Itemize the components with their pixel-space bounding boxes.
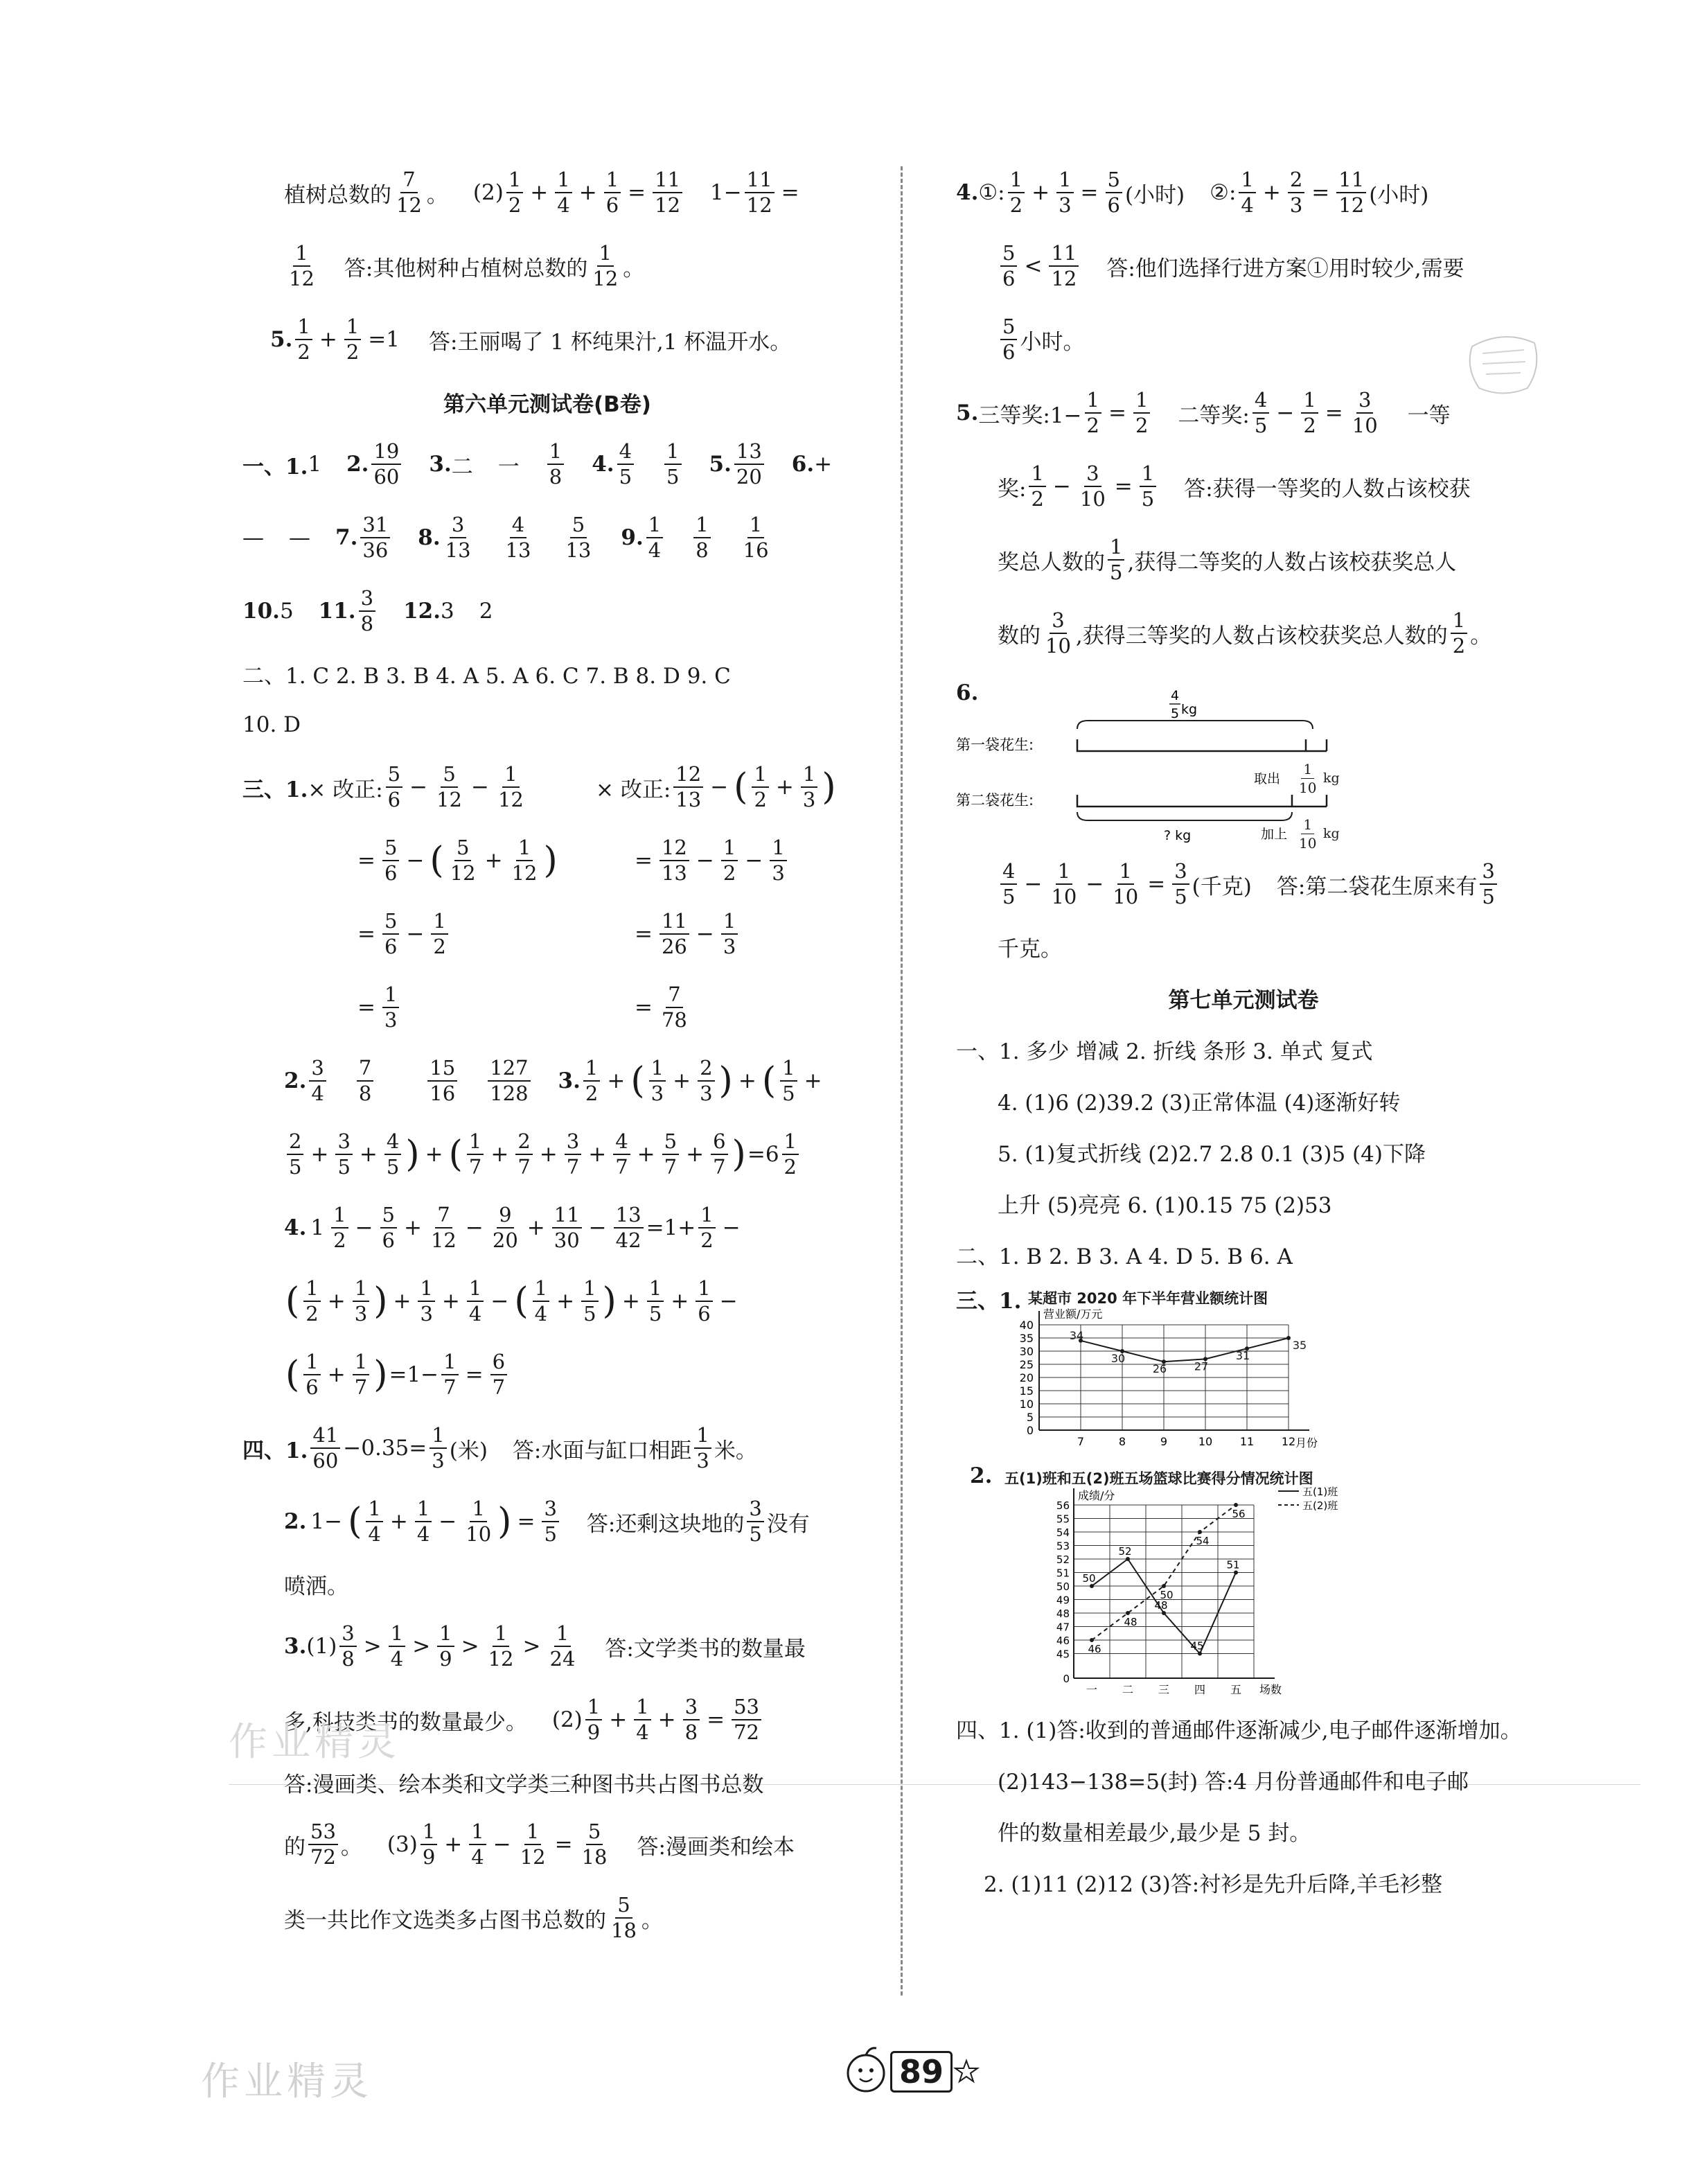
- data-label: 51: [1226, 1558, 1240, 1571]
- text: 奖:: [998, 476, 1027, 502]
- data-label: 54: [1196, 1535, 1210, 1547]
- b-part3-q4-line2: ( $\frac{1}{2}$ + $\frac{1}{3}$ ) + $\frac{1}{3}$ + $\frac{1}{4}$ − ( $\frac{1}{4}$ + $\frac{1}{5}$ ) + $\frac{1}{5}$ + $\frac{1}{6}$ −: [285, 1276, 738, 1326]
- r-q6-line2: 千克。: [998, 936, 1062, 962]
- answer-text: 答:获得一等奖的人数占该校获: [1184, 476, 1471, 502]
- fraction: $\frac{7}{12}$: [396, 168, 422, 217]
- x-tick-label: 8: [1118, 1435, 1126, 1448]
- question-number: 12.: [403, 599, 441, 624]
- r-q5-line1: 5. 三等奖:1− $\frac{1}{2}$ = $\frac{1}{2}$ 二等奖: $\frac{4}{5}$ − $\frac{1}{2}$ = $\frac{3}{10}$ 一等: [956, 388, 1451, 437]
- b-part1-line3: 10. 5 11. $\frac{3}{8}$ 12. 3 2: [242, 586, 493, 635]
- b-part3-q2: 2. $\frac{3}{4}$ $\frac{7}{8}$ $\frac{15}{16}$ $\frac{127}{128}$ 3. $\frac{1}{2}$ + ( $\frac{1}{3}$ + $\frac{2}{3}$ ) + ( $\frac{1}{5}$ +: [284, 1056, 822, 1105]
- seven-part1-line2: 4. (1)6 (2)39.2 (3)正常体温 (4)逐渐好转: [998, 1090, 1401, 1116]
- segment-diagram: [956, 673, 1399, 847]
- label-kg: kg: [1181, 702, 1198, 717]
- text: × 改正:: [596, 777, 671, 802]
- y-tick-label: 45: [1056, 1648, 1070, 1661]
- data-point: [1234, 1503, 1238, 1507]
- text: × 改正:: [308, 777, 383, 802]
- data-label: 56: [1232, 1508, 1246, 1520]
- left-line-2: $\frac{1}{12}$ 答:其他树种占植树总数的 $\frac{1}{12}$ 。: [289, 241, 645, 290]
- question-number: 10.: [242, 599, 280, 624]
- text: (千克): [1192, 874, 1252, 899]
- x-tick-label: 四: [1194, 1683, 1206, 1696]
- data-point: [1090, 1638, 1094, 1642]
- data-label: 31: [1235, 1349, 1250, 1363]
- x-tick-label: 三: [1158, 1683, 1170, 1696]
- question-number: 9.: [621, 525, 644, 550]
- y-tick-label: 55: [1056, 1513, 1070, 1526]
- data-label: 27: [1194, 1359, 1209, 1373]
- svg-text:5: 5: [1171, 706, 1180, 721]
- data-point: [1126, 1611, 1130, 1615]
- y-tick-label: 30: [1019, 1345, 1034, 1358]
- b-part3-line1: 三、1. × 改正: $\frac{5}{6}$ − $\frac{5}{12}$ − $\frac{1}{12}$ × 改正: $\frac{12}{13}$ − ( $\frac{1}{2}$ + $\frac{1}{3}$ ): [242, 762, 836, 811]
- text: ,获得三等奖的人数占该校获奖总人数的: [1075, 623, 1448, 649]
- b-part2-line1: 二、1. C 2. B 3. B 4. A 5. A 6. C 7. B 8. D 9. C: [242, 663, 731, 689]
- question-number: 11.: [318, 599, 356, 624]
- x-tick-label: 11: [1239, 1435, 1255, 1448]
- legend-label: 五(1)班: [1302, 1486, 1338, 1498]
- b-part3-line2: = $\frac{5}{6}$ − ( $\frac{5}{12}$ + $\frac{1}{12}$ ) = $\frac{12}{13}$ − $\frac{1}{2}$ − $\frac{1}{3}$: [242, 827, 852, 894]
- answer-text: 答:他们选择行进方案①用时较少,需要: [1106, 256, 1464, 281]
- left-line-1: 植树总数的 $\frac{7}{12}$ 。 (2) $\frac{1}{2}$ + $\frac{1}{4}$ + $\frac{1}{6}$ = $\frac{11}{12}$ 1− $\frac{11}{12}$ =: [284, 168, 799, 217]
- label-kg: kg: [1323, 826, 1340, 841]
- r-q4-line2: $\frac{5}{6}$ < $\frac{11}{12}$ 答:他们选择行进方案①用时较少,需要: [956, 233, 1531, 299]
- question-number: 2.: [284, 1068, 307, 1093]
- text: =1+: [646, 1215, 696, 1240]
- data-label: 50: [1160, 1589, 1174, 1601]
- answer-text: 多,科技类书的数量最少。: [284, 1709, 527, 1735]
- y-tick-label: 49: [1056, 1594, 1070, 1607]
- label-kg: kg: [1323, 770, 1340, 786]
- r-q5-line2: 奖: $\frac{1}{2}$ − $\frac{3}{10}$ = $\frac{1}{5}$ 答:获得一等奖的人数占该校获: [998, 461, 1471, 511]
- x-tick-label: 9: [1160, 1435, 1168, 1448]
- label-bag-2: 第二袋花生:: [956, 792, 1034, 809]
- question-number: 4.: [956, 180, 979, 205]
- r-q5-line4: 数的 $\frac{3}{10}$ ,获得三等奖的人数占该校获奖总人数的 $\frac{1}{2}$ 。: [998, 608, 1492, 658]
- data-label: 50: [1082, 1572, 1096, 1585]
- y-tick-label: 0: [1063, 1673, 1070, 1685]
- value: 二: [451, 454, 473, 479]
- watermark-1: 作业精灵: [229, 1720, 400, 1765]
- answer-text: 类一共比作文选类多占图书总数的: [284, 1908, 606, 1933]
- value: 1: [308, 452, 322, 477]
- question-number: 2.: [284, 1509, 307, 1534]
- left-column: [242, 159, 852, 1958]
- text: (2): [551, 1707, 583, 1732]
- label-add: 加上: [1261, 827, 1288, 842]
- text: (米): [449, 1438, 488, 1463]
- text: (1): [306, 1634, 337, 1659]
- b-part3-q3-line2: $\frac{2}{5}$ + $\frac{3}{5}$ + $\frac{4}{5}$ ) + ( $\frac{1}{7}$ + $\frac{2}{7}$ + $\frac{3}{7}$ + $\frac{4}{7}$ + $\frac{5}{7}$ + $\frac{6}{7}$ ) =6 $\frac{1}{2}$: [242, 1121, 852, 1188]
- x-tick-label: 五: [1230, 1683, 1242, 1696]
- b-part4-q3-line3: 答:漫画类、绘本类和文学类三种图书共占图书总数: [284, 1772, 764, 1797]
- b-part4-q3-line4: 的 $\frac{53}{72}$ 。 (3) $\frac{1}{9}$ + $\frac{1}{4}$ − $\frac{1}{12}$ = $\frac{5}{18}$ 答:漫画类和绘本: [284, 1820, 795, 1869]
- x-tick-label: 7: [1077, 1435, 1085, 1448]
- question-number: 4.: [592, 452, 614, 477]
- r-q6-diagram: 6. 4 5 第一袋花生: 取出 kg 第二袋花生: ? kg 加上 $\frac{1}{10}$ kg $\frac{1}{10}$ kg: [956, 673, 1531, 847]
- data-label: 46: [1088, 1643, 1101, 1655]
- text: 奖总人数的: [998, 549, 1105, 575]
- legend-label: 五(2)班: [1302, 1499, 1338, 1512]
- question-number: 8.: [418, 525, 441, 550]
- value: —: [289, 525, 310, 550]
- b-part3-q4-line1: 4. 1 $\frac{1}{2}$ − $\frac{5}{6}$ + $\frac{7}{12}$ − $\frac{9}{20}$ + $\frac{11}{30}$ − $\frac{13}{42}$ =1+ $\frac{1}{2}$ −: [284, 1203, 741, 1252]
- data-label: 35: [1292, 1339, 1307, 1352]
- b-part4-q3-line2: 多,科技类书的数量最少。 (2) $\frac{1}{9}$ + $\frac{1}{4}$ + $\frac{3}{8}$ = $\frac{53}{72}$: [242, 1687, 852, 1753]
- y-tick-label: 15: [1019, 1384, 1034, 1398]
- question-number: 四、1.: [242, 1438, 308, 1463]
- label-unknown: ? kg: [1164, 828, 1192, 843]
- data-label: 45: [1190, 1639, 1204, 1653]
- b-part3-line3: = $\frac{5}{6}$ − $\frac{1}{2}$ = $\frac{11}{26}$ − $\frac{1}{3}$: [242, 901, 852, 967]
- answer-text: 答:文学类书的数量最: [605, 1636, 806, 1662]
- r-q4-line3: $\frac{5}{6}$ 小时。: [956, 306, 1531, 373]
- chart-1-block: [956, 1283, 1531, 1456]
- section-title-b: 第六单元测试卷(B卷): [443, 391, 651, 417]
- data-label: 26: [1152, 1362, 1167, 1376]
- y-tick-label: 47: [1056, 1621, 1070, 1634]
- x-axis-label: 月份: [1295, 1436, 1318, 1450]
- y-axis-label: 成绩/分: [1078, 1489, 1115, 1502]
- text: 米。: [714, 1438, 757, 1463]
- text: 。: [623, 256, 645, 281]
- b-part1-line2: — — 7. $\frac{31}{36}$ 8. $\frac{3}{13}$ $\frac{4}{13}$ $\frac{5}{13}$ 9. $\frac{1}{4}$ $\frac{1}{8}$ $\frac{1}{16}$: [242, 513, 769, 562]
- b-part4-q2-cont: 喷洒。: [284, 1574, 348, 1599]
- y-tick-label: 48: [1056, 1608, 1070, 1620]
- stamp-icon: [1462, 326, 1545, 402]
- y-tick-label: 46: [1056, 1635, 1070, 1647]
- column-divider: [901, 166, 903, 1996]
- b-part4-q2: 2. 1− ( $\frac{1}{4}$ + $\frac{1}{4}$ − $\frac{1}{10}$ ) = $\frac{3}{5}$ 答:还剩这块地的 $\frac{3}{5}$ 没有: [284, 1497, 810, 1546]
- question-number: 5.: [956, 400, 979, 425]
- question-number: 5.: [270, 327, 293, 352]
- text: 植树总数的: [284, 182, 391, 208]
- text: 。: [1470, 623, 1492, 649]
- text: 数的: [998, 623, 1041, 649]
- question-number: 6.: [956, 680, 979, 705]
- text: (小时): [1124, 182, 1185, 208]
- seven-part1-line3: 5. (1)复式折线 (2)2.7 2.8 0.1 (3)5 (4)下降: [998, 1141, 1426, 1167]
- y-tick-label: 10: [1019, 1398, 1034, 1411]
- question-number: 4.: [284, 1215, 307, 1240]
- watermark-2: 作业精灵: [201, 2059, 373, 2104]
- text: ,获得二等奖的人数占该校获奖总人: [1127, 549, 1457, 575]
- b-part4-q3-line1: 3. (1) $\frac{3}{8}$ > $\frac{1}{4}$ > $\frac{1}{9}$ > $\frac{1}{12}$ > $\frac{1}{24}$ 答:文学类书的数量最: [284, 1621, 806, 1671]
- chart-1-title: 某超市 2020 年下半年营业额统计图: [1028, 1290, 1268, 1307]
- r-q6-line1: $\frac{4}{5}$ − $\frac{1}{10}$ − $\frac{1}{10}$ = $\frac{3}{5}$ (千克) 答:第二袋花生原来有 $\frac{3}{5}$: [956, 851, 1531, 917]
- text: 。: [641, 1908, 663, 1933]
- x-tick-label: 一: [1086, 1683, 1098, 1696]
- x-axis-label: 场数: [1259, 1683, 1282, 1696]
- y-tick-label: 0: [1026, 1424, 1034, 1437]
- right-column: [956, 159, 1531, 1911]
- question-number: 三、1.: [242, 777, 308, 802]
- text: 1−: [710, 180, 742, 205]
- data-label: 30: [1110, 1352, 1126, 1365]
- answer-text: 答:还剩这块地的: [586, 1511, 745, 1537]
- question-number: 5.: [709, 452, 732, 477]
- y-tick-label: 50: [1056, 1580, 1070, 1593]
- question-number: 2.: [970, 1463, 993, 1488]
- value: 2: [479, 599, 493, 624]
- y-tick-label: 25: [1019, 1358, 1034, 1371]
- x-tick-label: 二: [1122, 1683, 1134, 1696]
- y-tick-label: 54: [1056, 1526, 1070, 1539]
- chart-1: [998, 1308, 1344, 1454]
- b-part3-q4-line3: ( $\frac{1}{6}$ + $\frac{1}{7}$ ) =1− $\frac{1}{7}$ = $\frac{6}{7}$: [242, 1341, 852, 1408]
- text: 的: [284, 1834, 306, 1860]
- chart-2-title: 五(1)班和五(2)班五场篮球比赛得分情况统计图: [1004, 1470, 1313, 1487]
- b-part4-q3-line5: 类一共比作文选类多占图书总数的 $\frac{5}{18}$ 。: [284, 1893, 663, 1942]
- y-tick-label: 56: [1056, 1499, 1070, 1512]
- answer-text: 答:水面与缸口相距: [512, 1438, 692, 1463]
- y-tick-label: 35: [1019, 1332, 1034, 1345]
- b-part2-line2: 10. D: [242, 712, 301, 737]
- text: (3): [387, 1832, 418, 1857]
- question-number: 7.: [335, 525, 358, 550]
- label-bag-1: 第一袋花生:: [956, 737, 1034, 753]
- value: —: [242, 525, 264, 550]
- chart-2: [1039, 1484, 1427, 1706]
- text: =1−: [389, 1362, 439, 1387]
- text: 。: [340, 1834, 362, 1860]
- question-number: 3.: [284, 1634, 307, 1659]
- question-number: 3.: [558, 1068, 581, 1093]
- page-number-area: [842, 2044, 980, 2099]
- question-number: 6.: [791, 452, 815, 477]
- data-label: 34: [1069, 1328, 1084, 1342]
- label-4-5: 4: [1171, 688, 1180, 703]
- value: 5: [279, 599, 294, 624]
- b-part1-line1: 一、1. 1 2. $\frac{19}{60}$ 3. 二 一 $\frac{1}{8}$ 4. $\frac{4}{5}$ $\frac{1}{5}$ 5. $\frac{13}{20}$ 6. +: [242, 439, 833, 488]
- left-q5: 5. $\frac{1}{2}$ + $\frac{1}{2}$ =1 答:王丽喝了 1 杯纯果汁,1 杯温开水。: [270, 315, 792, 364]
- apple-mascot-icon: [842, 2044, 890, 2099]
- question-number: 2.: [346, 452, 369, 477]
- data-label: 48: [1124, 1616, 1137, 1628]
- answer-text: 答:其他树种占植树总数的: [344, 256, 588, 281]
- text: (2): [472, 180, 504, 205]
- star-icon: [953, 2058, 980, 2086]
- b-part3-line4: = $\frac{1}{3}$ = $\frac{7}{78}$: [357, 983, 687, 1032]
- data-point: [1198, 1530, 1202, 1534]
- text: 一等: [1407, 403, 1451, 428]
- y-tick-label: 53: [1056, 1540, 1070, 1553]
- text: 没有: [766, 1511, 810, 1537]
- value: +: [814, 452, 833, 477]
- text: 二等奖:: [1178, 403, 1250, 428]
- question-number: 一、1.: [242, 454, 308, 479]
- y-tick-label: 40: [1019, 1319, 1034, 1332]
- data-point: [1286, 1336, 1291, 1340]
- y-axis-label: 营业额/万元: [1043, 1308, 1103, 1321]
- seven-part4-line3: 件的数量相差最少,最少是 5 封。: [998, 1820, 1311, 1846]
- y-tick-label: 20: [1019, 1371, 1034, 1384]
- data-label: 48: [1154, 1599, 1168, 1612]
- seven-part2-line1: 二、1. B 2. B 3. A 4. D 5. B 6. A: [956, 1244, 1293, 1269]
- seven-part1-line4: 上升 (5)亮亮 6. (1)0.15 75 (2)53: [998, 1192, 1332, 1218]
- label-take-out: 取出: [1254, 771, 1281, 786]
- seven-part4-line2: (2)143−138=5(封) 答:4 月份普通邮件和电子邮: [998, 1769, 1469, 1795]
- y-tick-label: 52: [1056, 1553, 1070, 1566]
- answer-text: 答:漫画类和绘本: [637, 1834, 795, 1860]
- text: (小时): [1369, 182, 1429, 208]
- r-q5-line3: 奖总人数的 $\frac{1}{5}$ ,获得二等奖的人数占该校获奖总人: [998, 535, 1457, 584]
- text: 。: [426, 182, 448, 208]
- question-number: 3.: [429, 452, 452, 477]
- text: 三等奖:1−: [978, 403, 1082, 428]
- page-number: 89: [890, 2051, 953, 2093]
- y-tick-label: 5: [1026, 1411, 1034, 1424]
- section-title-seven: 第七单元测试卷: [1168, 987, 1319, 1013]
- text: =6: [747, 1142, 779, 1167]
- seven-part4-line1: 四、1. (1)答:收到的普通邮件逐渐减少,电子邮件逐渐增加。: [956, 1718, 1522, 1743]
- text: ②:: [1210, 180, 1237, 205]
- data-label: 52: [1118, 1545, 1132, 1558]
- data-point: [1162, 1584, 1166, 1588]
- value: 3: [441, 599, 454, 624]
- answer-text: 答:第二袋花生原来有: [1276, 874, 1478, 899]
- y-tick-label: 51: [1056, 1567, 1070, 1580]
- text: ①:: [978, 180, 1005, 205]
- seven-part4-line4: 2. (1)11 (2)12 (3)答:衬衫是先升后降,羊毛衫整: [984, 1872, 1443, 1897]
- b-part4-q1: 四、1. $\frac{41}{60}$ −0.35= $\frac{1}{3}$ (米) 答:水面与缸口相距 $\frac{1}{3}$ 米。: [242, 1423, 757, 1472]
- answer-text: 答:王丽喝了 1 杯纯果汁,1 杯温开水。: [428, 329, 792, 355]
- x-tick-label: 10: [1198, 1435, 1213, 1448]
- r-q4-line1: 4. ①: $\frac{1}{2}$ + $\frac{1}{3}$ = $\frac{5}{6}$ (小时) ②: $\frac{1}{4}$ + $\frac{2}{3}$ = $\frac{11}{12}$ (小时): [956, 168, 1429, 217]
- chart-2-block: [956, 1456, 1531, 1706]
- question-number: 三、1.: [956, 1289, 1022, 1314]
- value: 一: [497, 454, 520, 479]
- x-tick-label: 12: [1281, 1435, 1296, 1448]
- text: −0.35=: [343, 1436, 427, 1461]
- text: 小时。: [1020, 329, 1085, 355]
- seven-part1-line1: 一、1. 多少 增减 2. 折线 条形 3. 单式 复式: [956, 1039, 1373, 1064]
